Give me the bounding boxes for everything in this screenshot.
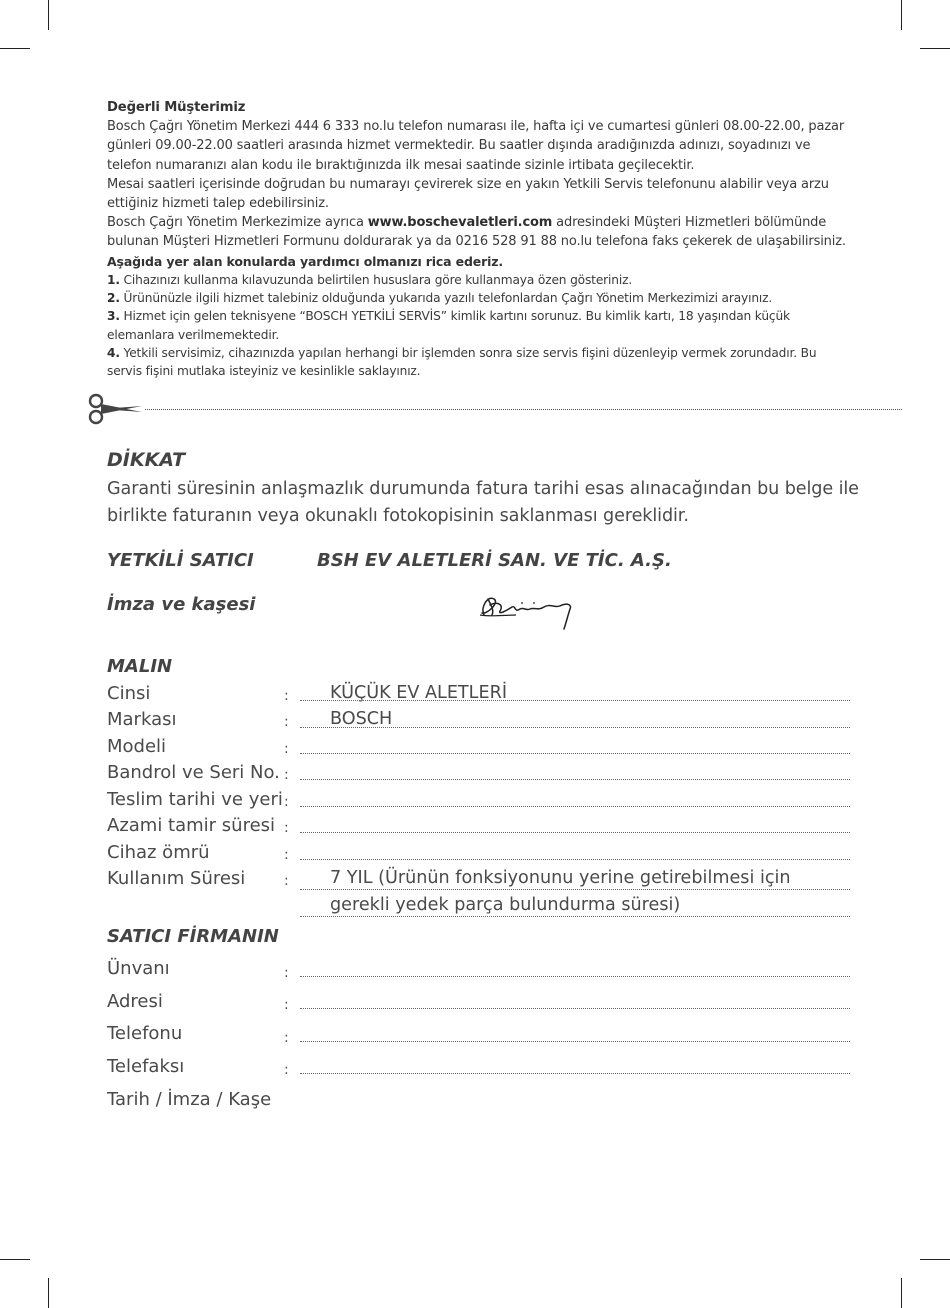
date-signature-stamp-label: Tarih / İmza / Kaşe	[107, 1089, 272, 1110]
field-label-usage: Kullanım Süresi	[107, 868, 246, 889]
crop-mark-top-right-v	[901, 0, 902, 30]
field-colon: :	[284, 741, 289, 757]
firm-line-title[interactable]	[300, 976, 850, 977]
field-colon: :	[284, 714, 289, 730]
firm-line-address[interactable]	[300, 1008, 850, 1009]
field-colon: :	[284, 820, 289, 836]
field-label-lifetime: Cihaz ömrü	[107, 842, 210, 863]
crop-mark-bottom-right-v	[901, 1278, 902, 1308]
field-label-serial: Bandrol ve Seri No.	[107, 762, 280, 783]
field-colon: :	[284, 794, 289, 810]
service-paragraph: Mesai saatleri içerisinde doğrudan bu numarayı çevirerek size en yakın Yetkili Servis telefonunu alabilir veya arzu ettiğiniz hizmeti talep edebilirsiniz.	[107, 176, 829, 212]
field-line	[300, 916, 850, 917]
field-label-repair-time: Azami tamir süresi	[107, 815, 276, 836]
field-value-usage-cont[interactable]: gerekli yedek parça bulundurma süresi)	[330, 895, 681, 915]
seller-firm-heading: SATICI FİRMANIN	[107, 926, 279, 947]
field-line-serial[interactable]	[300, 779, 850, 780]
website-link[interactable]: www.boschevaletleri.com	[367, 215, 553, 231]
field-colon: :	[284, 997, 289, 1013]
list-item: 1. Cihazınızı kullanma kılavuzunda belirtilen hususlara göre kullanmaya özen gösteriniz.	[107, 272, 633, 287]
field-colon: :	[284, 1030, 289, 1046]
field-colon: :	[284, 688, 289, 704]
crop-mark-top-left-h	[0, 48, 30, 49]
seller-company-name: BSH EV ALETLERİ SAN. VE TİC. A.Ş.	[317, 550, 672, 571]
field-label-delivery: Teslim tarihi ve yeri	[107, 789, 283, 810]
field-line	[300, 700, 850, 701]
firm-label-fax: Telefaksı	[107, 1056, 185, 1077]
web-form-paragraph: Bosch Çağrı Yönetim Merkezimize ayrıca www.boschevaletleri.com adresindeki Müşteri Hizmetleri bölümünde bulunan Müşteri Hizmetleri Formunu doldurarak ya da 0216 528 91 88 no.lu telefona faks çekerek de ulaşabilirsiniz.	[107, 215, 846, 250]
field-colon: :	[284, 873, 289, 889]
customer-info-section	[107, 98, 852, 381]
field-value-type[interactable]: KÜÇÜK EV ALETLERİ	[330, 683, 508, 703]
handwritten-signature	[476, 585, 581, 633]
field-line	[300, 889, 850, 890]
help-heading: Aşağıda yer alan konularda yardımcı olmanızı rica ederiz.	[107, 253, 503, 269]
field-label-type: Cinsi	[107, 683, 151, 704]
call-center-paragraph: Bosch Çağrı Yönetim Merkezi 444 6 333 no.lu telefon numarası ile, hafta içi ve cumartesi günleri 08.00-22.00, pazar günleri 09.00-22.00 saatleri arasında hizmet vermektedir. Bu saatler dışında aradığınızda adınızı, soyadınızı ve telefon numaranızı alan kodu ile bıraktığınızda ilk mesai saatinde sizinle irtibata geçilecektir.	[107, 119, 845, 173]
warning-text: Garanti süresinin anlaşmazlık durumunda fatura tarihi esas alınacağından bu belge ile birlikte faturanın veya okunaklı fotokopisinin saklanması gereklidir.	[107, 479, 859, 526]
field-colon: :	[284, 847, 289, 863]
customer-greeting: Değerli Müşterimiz	[107, 100, 246, 115]
crop-mark-top-left-v	[48, 0, 49, 30]
field-colon: :	[284, 767, 289, 783]
warning-heading: DİKKAT	[107, 449, 186, 471]
field-line	[300, 727, 850, 728]
scissors-icon	[86, 392, 146, 426]
field-label-brand: Markası	[107, 709, 177, 730]
cut-line	[145, 409, 902, 410]
field-label-model: Modeli	[107, 736, 167, 757]
field-line-delivery[interactable]	[300, 806, 850, 807]
field-line-lifetime[interactable]	[300, 859, 850, 860]
list-item: 3. Hizmet için gelen teknisyene “BOSCH YETKİLİ SERVİS” kimlik kartını sorunuz. Bu kimlik kartı, 18 yaşından küçük elemanlara verilmemektedir.	[107, 309, 790, 342]
field-line-model[interactable]	[300, 753, 850, 754]
field-line-repair-time[interactable]	[300, 832, 850, 833]
authorized-seller-label: YETKİLİ SATICI	[107, 550, 254, 571]
crop-mark-bottom-left-h	[0, 1259, 30, 1260]
crop-mark-top-right-h	[920, 48, 950, 49]
firm-label-phone: Telefonu	[107, 1023, 183, 1044]
field-value-brand[interactable]: BOSCH	[330, 709, 393, 729]
crop-mark-bottom-right-h	[920, 1259, 950, 1260]
firm-label-address: Adresi	[107, 991, 163, 1012]
firm-line-fax[interactable]	[300, 1073, 850, 1074]
list-item: 4. Yetkili servisimiz, cihazınızda yapılan herhangi bir işlemden sonra size servis fişini düzenleyip vermek zorundadır. Bu servis fişini mutlaka isteyiniz ve kesinlikle saklayınız.	[107, 346, 817, 379]
field-colon: :	[284, 1062, 289, 1078]
field-colon: :	[284, 965, 289, 981]
list-item: 2. Ürününüzle ilgili hizmet talebiniz olduğunda yukarıda yazılı telefonlardan Çağrı Yönetim Merkezimizi arayınız.	[107, 291, 773, 306]
field-value-usage[interactable]: 7 YIL (Ürünün fonksiyonunu yerine getirebilmesi için	[330, 868, 791, 888]
signature-stamp-label: İmza ve kaşesi	[107, 594, 256, 615]
product-section-heading: MALIN	[107, 656, 173, 677]
firm-line-phone[interactable]	[300, 1041, 850, 1042]
crop-mark-bottom-left-v	[48, 1278, 49, 1308]
firm-label-title: Ünvanı	[107, 958, 170, 979]
